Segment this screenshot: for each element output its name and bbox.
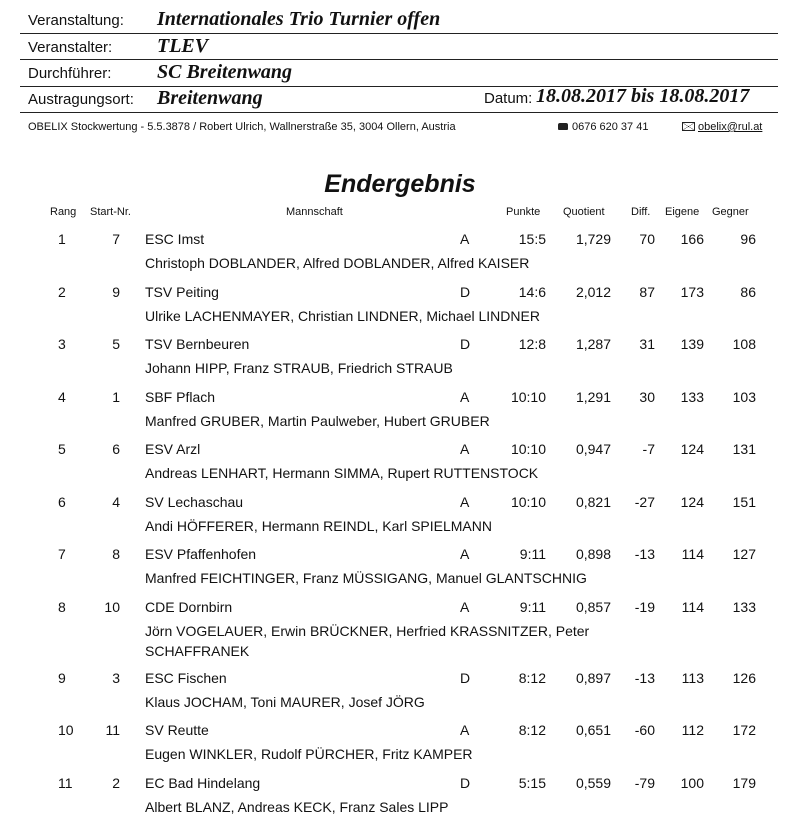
rang-cell: 10 — [58, 722, 74, 738]
start-cell: 2 — [112, 775, 120, 791]
group-cell: A — [460, 599, 470, 615]
divider — [20, 112, 778, 113]
group-cell: A — [460, 441, 470, 457]
quotient-cell: 0,857 — [575, 599, 611, 615]
group-cell: D — [460, 336, 471, 352]
quotient-cell: 0,559 — [575, 775, 611, 791]
rang-cell: 11 — [58, 775, 73, 791]
eigene-cell: 139 — [680, 336, 704, 352]
diff-cell: -27 — [634, 494, 655, 510]
divider — [20, 59, 778, 60]
col-start: Start-Nr. — [90, 206, 131, 218]
rang-cell: 4 — [58, 389, 66, 405]
team-cell: ESC Fischen — [145, 670, 227, 686]
diff-cell: -79 — [634, 775, 655, 791]
diff-cell: -19 — [634, 599, 655, 615]
col-diff: Diff. — [631, 206, 651, 218]
players-cell: Andi HÖFFERER, Hermann REINDL, Karl SPIELMANN — [145, 518, 492, 534]
eigene-cell: 100 — [680, 775, 704, 791]
email-link[interactable]: obelix@rul.at — [698, 121, 763, 133]
durchfuehrer-label: Durchführer: — [28, 65, 112, 82]
group-cell: D — [460, 670, 471, 686]
veranstaltung-label: Veranstaltung: — [28, 12, 124, 29]
phone-icon — [558, 123, 568, 130]
gegner-cell: 179 — [732, 775, 756, 791]
rang-cell: 5 — [58, 441, 66, 457]
quotient-cell: 1,729 — [575, 231, 611, 247]
col-punkte: Punkte — [506, 206, 541, 218]
eigene-cell: 113 — [681, 670, 704, 686]
diff-cell: 31 — [639, 336, 655, 352]
team-cell: ESC Imst — [145, 231, 205, 247]
players-cell: Jörn VOGELAUER, Erwin BRÜCKNER, Herfried KRASSNITZER, Peter SCHAFFRANEK — [145, 623, 590, 659]
team-cell: TSV Peiting — [145, 284, 219, 300]
quotient-cell: 1,291 — [575, 389, 611, 405]
group-cell: A — [460, 722, 470, 738]
players-cell: Andreas LENHART, Hermann SIMMA, Rupert RUTTENSTOCK — [145, 465, 539, 481]
gegner-cell: 103 — [732, 389, 756, 405]
divider — [20, 33, 778, 34]
start-cell: 10 — [104, 599, 120, 615]
eigene-cell: 173 — [680, 284, 704, 300]
group-cell: D — [460, 775, 471, 791]
diff-cell: -13 — [634, 670, 655, 686]
punkte-cell: 9:11 — [519, 599, 546, 615]
rang-cell: 8 — [58, 599, 66, 615]
diff-cell: -13 — [634, 546, 655, 562]
punkte-cell: 14:6 — [518, 284, 546, 300]
veranstalter-label: Veranstalter: — [28, 39, 113, 56]
col-gegner: Gegner — [712, 206, 749, 218]
players-cell: Eugen WINKLER, Rudolf PÜRCHER, Fritz KAMPER — [145, 746, 473, 762]
gegner-cell: 126 — [732, 670, 756, 686]
durchfuehrer-value: SC Breitenwang — [157, 61, 293, 83]
veranstalter-value: TLEV — [157, 35, 209, 57]
punkte-cell: 12:8 — [518, 336, 546, 352]
team-cell: ESV Arzl — [145, 441, 201, 457]
page-title: Endergebnis — [324, 170, 476, 198]
group-cell: A — [460, 546, 470, 562]
rang-cell: 9 — [58, 670, 66, 686]
rang-cell: 3 — [58, 336, 66, 352]
eigene-cell: 124 — [680, 494, 704, 510]
gegner-cell: 133 — [732, 599, 756, 615]
start-cell: 1 — [112, 389, 120, 405]
players-cell: Johann HIPP, Franz STRAUB, Friedrich STRAUB — [145, 360, 453, 376]
gegner-cell: 127 — [732, 546, 756, 562]
quotient-cell: 1,287 — [575, 336, 611, 352]
punkte-cell: 15:5 — [518, 231, 546, 247]
header-veranstaltung — [0, 8, 800, 34]
diff-cell: 87 — [639, 284, 655, 300]
players-cell: Manfred GRUBER, Martin Paulweber, Hubert GRUBER — [145, 413, 490, 429]
team-cell: ESV Pfaffenhofen — [145, 546, 257, 562]
gegner-cell: 131 — [732, 441, 756, 457]
punkte-cell: 8:12 — [518, 670, 546, 686]
punkte-cell: 10:10 — [510, 389, 546, 405]
rang-cell: 6 — [58, 494, 66, 510]
phone-number: 0676 620 37 41 — [558, 121, 648, 133]
punkte-cell: 5:15 — [518, 775, 546, 791]
eigene-cell: 114 — [681, 546, 704, 562]
gegner-cell: 172 — [732, 722, 756, 738]
players-cell: Christoph DOBLANDER, Alfred DOBLANDER, Alfred KAISER — [145, 255, 530, 271]
start-cell: 3 — [112, 670, 120, 686]
quotient-cell: 0,898 — [575, 546, 611, 562]
email-contact[interactable] — [682, 121, 762, 133]
team-cell: SV Lechaschau — [145, 494, 244, 510]
eigene-cell: 166 — [680, 231, 704, 247]
group-cell: A — [460, 494, 470, 510]
start-cell: 5 — [112, 336, 120, 352]
team-cell: SV Reutte — [145, 722, 209, 738]
group-cell: D — [460, 284, 471, 300]
punkte-cell: 10:10 — [510, 441, 546, 457]
eigene-cell: 114 — [681, 599, 704, 615]
start-cell: 11 — [105, 722, 120, 738]
austragungsort-value: Breitenwang — [157, 87, 263, 109]
players-cell: Albert BLANZ, Andreas KECK, Franz Sales LIPP — [145, 799, 449, 815]
col-mannschaft: Mannschaft — [286, 206, 343, 218]
mail-icon — [682, 122, 695, 131]
group-cell: A — [460, 231, 470, 247]
quotient-cell: 0,947 — [575, 441, 611, 457]
header-durchfuehrer — [0, 61, 800, 87]
punkte-cell: 8:12 — [518, 722, 546, 738]
col-eigene: Eigene — [665, 206, 700, 218]
quotient-cell: 0,821 — [575, 494, 611, 510]
team-cell: TSV Bernbeuren — [145, 336, 250, 352]
quotient-cell: 0,651 — [575, 722, 611, 738]
start-cell: 6 — [112, 441, 120, 457]
diff-cell: -60 — [634, 722, 655, 738]
software-info: OBELIX Stockwertung - 5.5.3878 / Robert Ulrich, Wallnerstraße 35, 3004 Ollern, Austria — [28, 121, 456, 133]
gegner-cell: 108 — [732, 336, 756, 352]
diff-cell: 30 — [639, 389, 655, 405]
eigene-cell: 112 — [681, 722, 704, 738]
eigene-cell: 124 — [680, 441, 704, 457]
gegner-cell: 96 — [740, 231, 756, 247]
quotient-cell: 2,012 — [575, 284, 611, 300]
team-cell: SBF Pflach — [145, 389, 216, 405]
quotient-cell: 0,897 — [575, 670, 611, 686]
header-veranstalter — [0, 35, 800, 61]
datum-label: Datum: — [484, 90, 533, 107]
rang-cell: 1 — [58, 231, 66, 247]
players-cell: Manfred FEICHTINGER, Franz MÜSSIGANG, Manuel GLANTSCHNIG — [145, 570, 587, 586]
start-cell: 7 — [112, 231, 120, 247]
team-cell: CDE Dornbirn — [145, 599, 233, 615]
punkte-cell: 10:10 — [510, 494, 546, 510]
group-cell: A — [460, 389, 470, 405]
start-cell: 8 — [112, 546, 120, 562]
gegner-cell: 151 — [732, 494, 756, 510]
start-cell: 9 — [112, 284, 120, 300]
col-rang: Rang — [50, 206, 77, 218]
players-cell: Klaus JOCHAM, Toni MAURER, Josef JÖRG — [145, 694, 425, 710]
col-quotient: Quotient — [563, 206, 605, 218]
rang-cell: 7 — [58, 546, 66, 562]
team-cell: EC Bad Hindelang — [145, 775, 261, 791]
austragungsort-label: Austragungsort: — [28, 91, 134, 108]
gegner-cell: 86 — [740, 284, 756, 300]
datum-value: 18.08.2017 bis 18.08.2017 — [536, 85, 750, 107]
diff-cell: -7 — [642, 441, 655, 457]
diff-cell: 70 — [639, 231, 655, 247]
rang-cell: 2 — [58, 284, 66, 300]
punkte-cell: 9:11 — [519, 546, 546, 562]
eigene-cell: 133 — [680, 389, 704, 405]
start-cell: 4 — [112, 494, 120, 510]
players-cell: Ulrike LACHENMAYER, Christian LINDNER, Michael LINDNER — [145, 308, 540, 324]
veranstaltung-value: Internationales Trio Turnier offen — [157, 8, 441, 30]
